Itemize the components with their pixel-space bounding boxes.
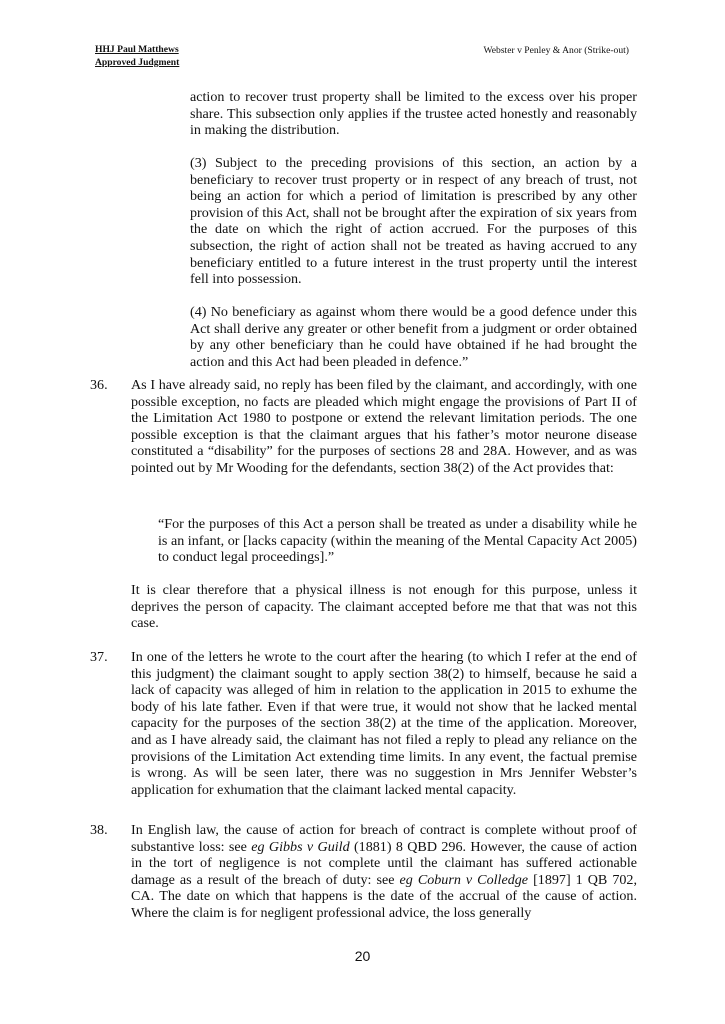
paragraph-38-text: In English law, the cause of action for breach of contract is complete without proof of substantive loss: see (131, 822, 637, 855)
judgment-status: Approved Judgment (95, 57, 180, 68)
paragraph-36-conclusion: It is clear therefore that a physical illness is not enough for this purpose, unless it deprives the person of capacity. The claimant accepted before me that that was not this case. (131, 582, 637, 632)
paragraph-number: 38. (90, 822, 108, 838)
quote-subsection-3: (3) Subject to the preceding provisions of this section, an action by a beneficiary to recover trust property or in respect of any breach of trust, not being an action for which a period of limitation is prescribed by any other provision of this Act, shall not be brought after the expiration of six years from the date on which the right of action accrued. For the purposes of this subsection, the right of action shall not be treated as having accrued to any beneficiary entitled to a future interest in the trust property until the interest fell into possession. (190, 155, 637, 288)
paragraph-37: In one of the letters he wrote to the court after the hearing (to which I refer at the end of this judgment) the claimant sought to apply section 38(2) to himself, because he said a lack of capacity was alleged of him in relation to the application in 2015 to exhume the body of his late father. Even if that were true, it would not show that he lacked mental capacity for the purposes of the section 38(2) at the time of the application. Moreover, and as I have already said, the claimant has not filed a reply to plead any reliance on the provisions of the Limitation Act extending time limits. In any event, the factual premise is wrong. As will be seen later, there was no suggestion in Mrs Jennifer Webster’s application for exhumation that the claimant lacked mental capacity. (131, 649, 637, 798)
paragraph-36: As I have already said, no reply has been filed by the claimant, and accordingly, with one possible exception, no facts are pleaded which might engage the provisions of Part II of the Limitation Act 1980 to postpone or extend the relevant limitation periods. The one possible exception is that the claimant argues that his father’s motor neurone disease constituted a “disability” for the purposes of sections 28 and 28A. However, and as was pointed out by Mr Wooding for the defendants, section 38(2) of the Act provides that: (131, 377, 637, 476)
paragraph-number: 37. (90, 649, 108, 665)
page-number: 20 (354, 948, 371, 964)
case-citation: eg Coburn v Colledge (399, 871, 529, 888)
quote-subsection-4: (4) No beneficiary as against whom there would be a good defence under this Act shall derive any greater or other benefit from a judgment or order obtained by any other beneficiary than he could have obtained if he had brought the action and this Act had been pleaded in defence.” (190, 304, 637, 370)
paragraph-38-text: (1881) 8 QBD 296. However, the cause of action in the tort of negligence is not complete until the claimant has suffered actionable damage as a result of the breach of duty: see (131, 838, 637, 888)
paragraph-38-text: [1897] 1 QB 702, CA. The date on which that happens is the date of the accrual of the cause of action. Where the claim is for negligent professional advice, the loss generally (131, 871, 637, 921)
paragraph-number: 36. (90, 377, 108, 393)
judge-name: HHJ Paul Matthews (95, 44, 179, 55)
case-title: Webster v Penley & Anor (Strike-out) (483, 45, 629, 56)
quote-continuation: action to recover trust property shall be limited to the excess over his proper share. This subsection only applies if the trustee acted honestly and reasonably in making the distribution. (190, 89, 637, 139)
case-citation: eg Gibbs v Guild (251, 838, 350, 855)
paragraph-36-quote: “For the purposes of this Act a person shall be treated as under a disability while he is an infant, or [lacks capacity (within the meaning of the Mental Capacity Act 2005) to conduct legal proceedings].” (158, 516, 637, 566)
paragraph-38 (131, 822, 637, 922)
header-left (95, 43, 179, 69)
